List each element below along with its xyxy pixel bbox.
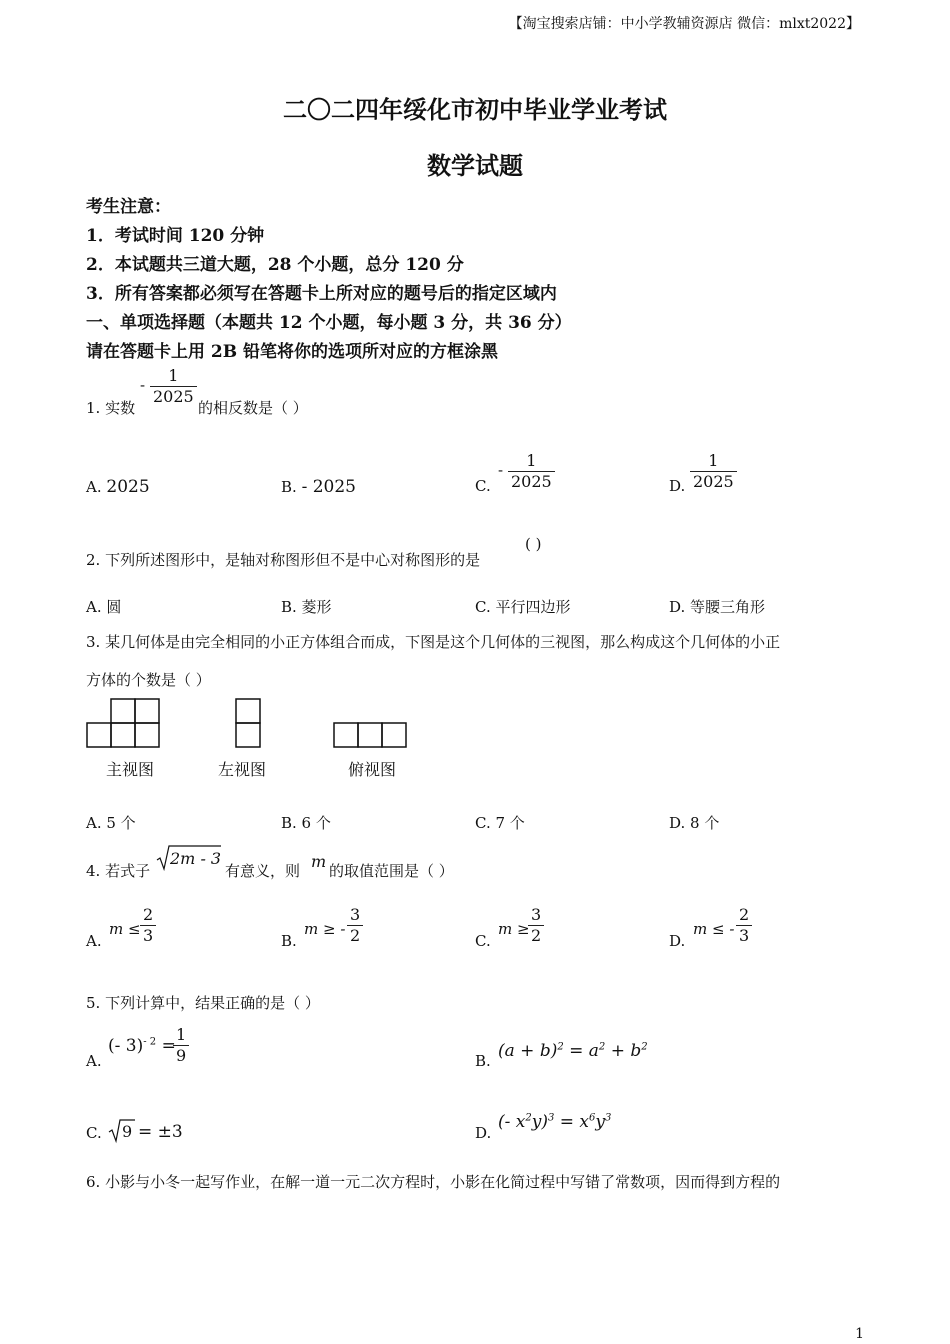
fraction-denominator: 2025 — [150, 386, 197, 407]
fraction-numerator: 3 — [350, 905, 361, 924]
q1-option-c — [475, 477, 491, 495]
option-label: D. — [669, 477, 686, 495]
exam-subtitle: 数学试题 — [427, 151, 523, 180]
q5-option-d-expr — [498, 1112, 611, 1132]
q4-middle: 有意义，则 — [225, 862, 301, 880]
notice-item: 2．本试题共三道大题，28 个小题，总分 120 分 — [86, 255, 464, 275]
q4-var: m — [311, 852, 327, 871]
fraction-numerator: 1 — [176, 1025, 187, 1044]
top-view — [334, 723, 406, 747]
q4-option-d-label: D. — [669, 932, 686, 950]
expr-base: (- 3) — [108, 1036, 144, 1056]
q5-option-a-fraction — [173, 1025, 189, 1066]
q4-option-c-fraction — [528, 905, 544, 946]
expr-exponent: 2 — [525, 1112, 532, 1124]
header-note: 【淘宝搜索店铺：中小学教辅资源店 微信：mlxt2022】 — [508, 16, 860, 32]
expr-exponent: 2 — [598, 1041, 606, 1053]
q1-option-d — [669, 477, 685, 495]
q1-option-c-fraction — [508, 451, 555, 492]
fraction-denominator: 9 — [173, 1045, 189, 1066]
fraction-numerator: 3 — [531, 905, 542, 924]
q6-text: 6. 小影与小冬一起写作业，在解一道一元二次方程时，小影在化简过程中写错了常数项，因而得到方程的 — [86, 1173, 781, 1191]
notice-heading: 考生注意： — [86, 197, 171, 217]
expr-exponent: 6 — [589, 1112, 596, 1124]
q2-text: 2. 下列所述图形中，是轴对称图形但不是中心对称图形的是 — [86, 551, 481, 569]
q3-option-c: C. 7 个 — [475, 814, 525, 832]
fraction-numerator: 2 — [739, 905, 750, 924]
section-instruction: 请在答题卡上用 2B 铅笔将你的选项所对应的方框涂黑 — [86, 342, 499, 362]
q4-option-d-lhs: m ≤ - — [693, 920, 735, 938]
front-view — [87, 699, 159, 747]
expr-base: (- x — [498, 1112, 526, 1132]
expr-equals: = — [161, 1036, 176, 1056]
q4-option-a-label: A. — [86, 932, 102, 950]
fraction-denominator: 3 — [140, 925, 156, 946]
q3-option-b: B. 6 个 — [281, 814, 331, 832]
q1-option-c-neg: - — [498, 461, 504, 479]
fraction-denominator: 2 — [528, 925, 544, 946]
q4-prefix: 4. 若式子 — [86, 862, 151, 880]
q5-option-a-label: A. — [86, 1052, 102, 1070]
q3-option-d: D. 8 个 — [669, 814, 720, 832]
fraction-numerator: 1 — [526, 451, 537, 470]
q1-option-a — [86, 477, 150, 497]
q1-prefix: 1. 实数 — [86, 399, 136, 417]
q5-text: 5. 下列计算中，结果正确的是（ ） — [86, 994, 320, 1012]
option-label: C. — [475, 477, 491, 495]
section-heading: 一、单项选择题（本题共 12 个小题，每小题 3 分，共 36 分） — [86, 313, 572, 333]
exam-title: 二〇二四年绥化市初中毕业学业考试 — [283, 95, 667, 124]
q5-option-c-label: C. — [86, 1124, 102, 1142]
expr-rhs: + b — [605, 1041, 642, 1061]
fraction-numerator: 2 — [143, 905, 154, 924]
expr-exponent: 3 — [605, 1112, 612, 1124]
expr-base: y) — [531, 1112, 548, 1132]
q1-option-d-fraction — [690, 451, 737, 492]
q4-option-b-lhs: m ≥ - — [304, 920, 346, 938]
q1-option-b — [281, 477, 356, 497]
option-label: A. — [86, 478, 102, 496]
q4-option-c-lhs: m ≥ — [498, 920, 530, 938]
q2-paren: ( ) — [525, 535, 542, 553]
fraction-numerator: 1 — [168, 366, 179, 385]
option-label: B. — [281, 478, 297, 496]
q4-suffix: 的取值范围是（ ） — [329, 862, 454, 880]
q5-option-a-expr — [108, 1036, 176, 1056]
q5-option-c-rhs: = ±3 — [138, 1122, 183, 1142]
left-view-caption: 左视图 — [218, 760, 267, 779]
expr-exponent: 2 — [557, 1041, 564, 1053]
option-value: - 2025 — [301, 477, 356, 497]
q5-option-b-label: B. — [475, 1052, 491, 1070]
fraction-denominator: 2025 — [690, 471, 737, 492]
q3-line2: 方体的个数是（ ） — [86, 671, 211, 689]
q5-option-b-expr — [498, 1041, 648, 1061]
q4-radicand: 2m - 3 — [170, 849, 222, 868]
q1-neg-sign: - — [140, 376, 146, 394]
expr-exponent: 2 — [641, 1041, 648, 1053]
q2-option-b: B. 菱形 — [281, 598, 332, 616]
option-value: 2025 — [106, 477, 150, 497]
fraction-denominator: 2025 — [508, 471, 555, 492]
q4-option-a-lhs: m ≤ — [109, 920, 141, 938]
q2-option-c: C. 平行四边形 — [475, 598, 571, 616]
q4-option-a-fraction — [140, 905, 156, 946]
expr-base: (a + b) — [498, 1041, 558, 1061]
q2-option-d: D. 等腰三角形 — [669, 598, 766, 616]
q1-fraction — [150, 366, 197, 407]
q3-line1: 3. 某几何体是由完全相同的小正方体组合而成，下图是这个几何体的三视图，那么构成这个几何体的小正 — [86, 633, 781, 651]
q3-option-a: A. 5 个 — [86, 814, 136, 832]
q5-option-d-label: D. — [475, 1124, 492, 1142]
three-views-figure — [84, 697, 414, 752]
notice-item: 1．考试时间 120 分钟 — [86, 226, 265, 246]
left-view — [236, 699, 260, 747]
q5-option-c-radicand: 9 — [122, 1122, 133, 1141]
top-view-caption: 俯视图 — [348, 760, 397, 779]
expr-exponent: - 2 — [143, 1036, 157, 1048]
page-number: 1 — [855, 1326, 864, 1342]
fraction-numerator: 1 — [708, 451, 719, 470]
fraction-denominator: 2 — [347, 925, 363, 946]
notice-item: 3．所有答案都必须写在答题卡上所对应的题号后的指定区域内 — [86, 284, 557, 304]
fraction-denominator: 3 — [736, 925, 752, 946]
q4-option-b-label: B. — [281, 932, 297, 950]
front-view-caption: 主视图 — [106, 760, 155, 779]
q1-suffix: 的相反数是（ ） — [198, 399, 308, 417]
expr-exponent: 3 — [548, 1112, 555, 1124]
q4-option-c-label: C. — [475, 932, 491, 950]
q4-option-d-fraction — [736, 905, 752, 946]
q2-option-a: A. 圆 — [86, 598, 122, 616]
expr-rhs: = x — [559, 1112, 590, 1132]
expr-rhs: = a — [569, 1041, 599, 1061]
expr-rhs: y — [595, 1112, 606, 1132]
q4-option-b-fraction — [347, 905, 363, 946]
